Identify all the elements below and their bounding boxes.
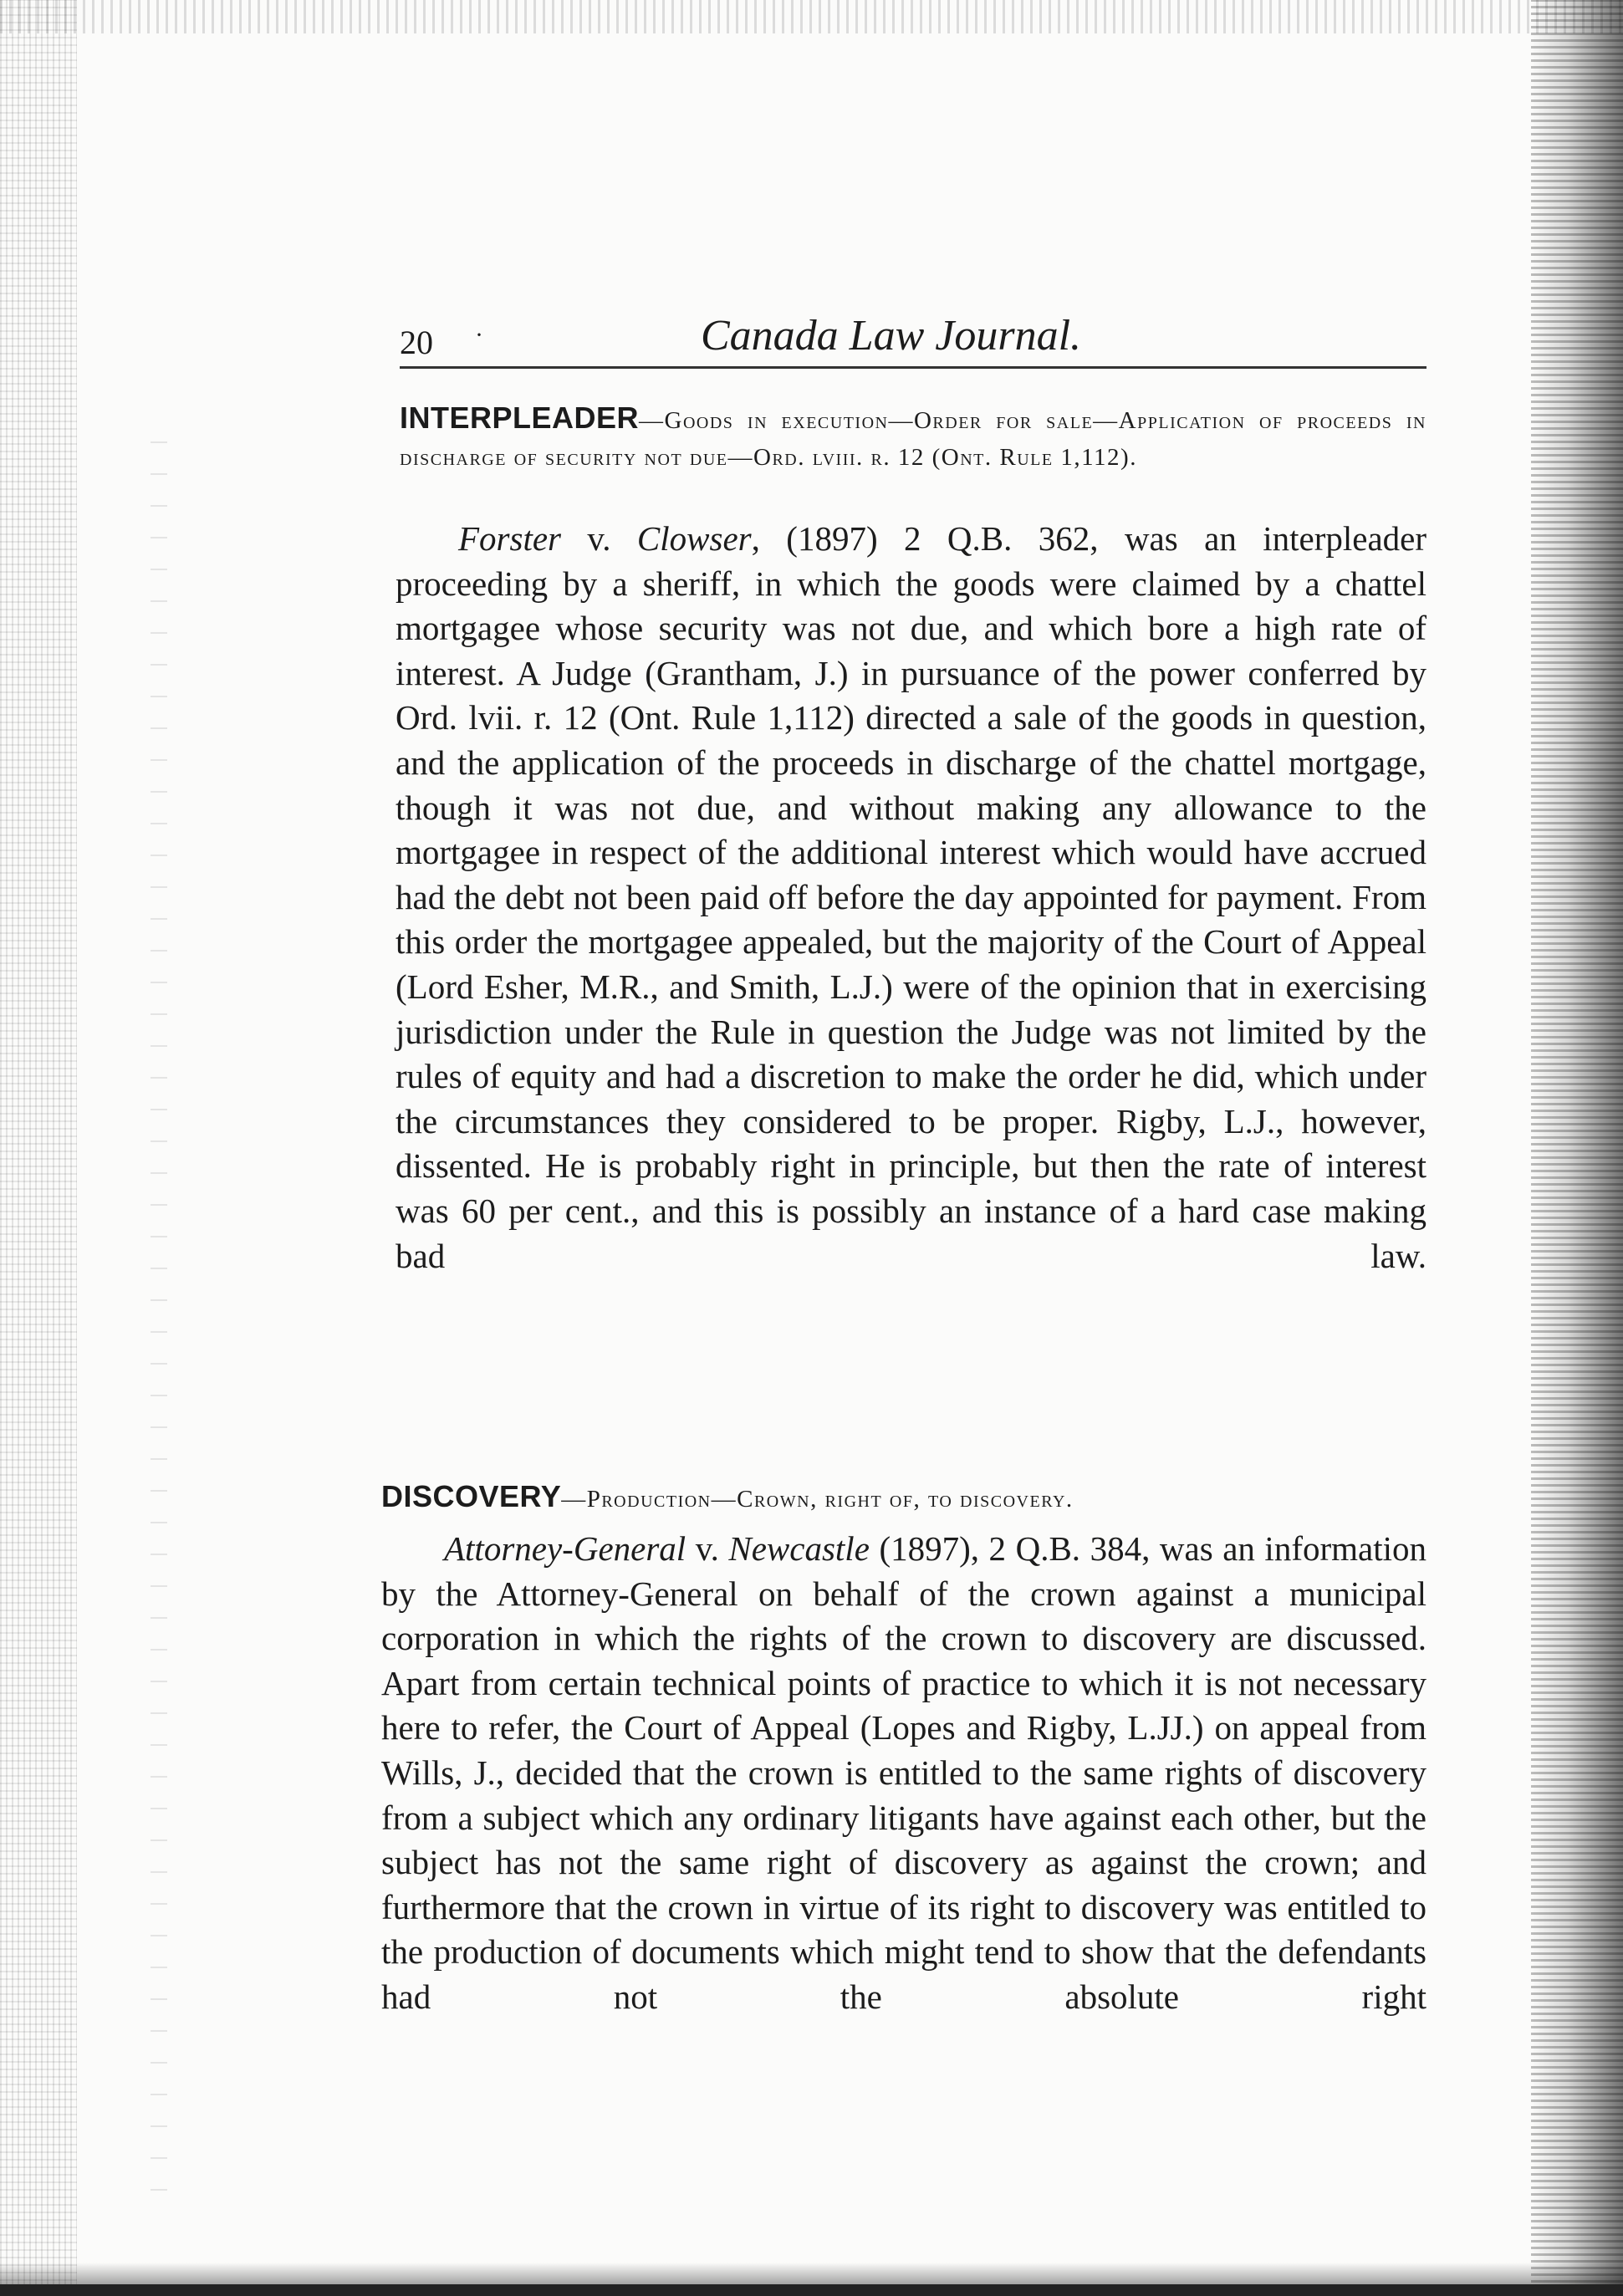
case-connector: v.: [561, 519, 637, 558]
paragraph-interpleader: [396, 517, 1427, 1413]
case-name-defendant: Clowser: [636, 519, 752, 558]
scan-edge-top: [0, 0, 1623, 33]
case-name: Forster: [458, 519, 561, 558]
scan-shadow-bottom: [0, 2263, 1623, 2284]
scan-noise: [151, 435, 167, 2191]
running-header: [400, 311, 1427, 361]
heading-keyword: INTERPLEADER: [400, 401, 640, 435]
paragraph-text: , (1897) 2 Q.B. 362, was an interpleader proceeding by a sheriff, in which the goods were claimed by a chattel mortgagee whose security was not due, and which bore a high rate of interest. A Judge (Grantham, J.) in pursuance of the power conferred by Ord. lvii. r. 12 (Ont. Rule 1,112) directed a sale of the goods in question, and the application of the proceeds in discharge of the chattel mortgage, though it was not due, and without making any allowance to the mortgagee in respect of the additional interest which would have accrued had the debt not been paid off before the day appointed for payment. From this order the mortgagee appealed, but the majority of the Court of Appeal (Lord Esher, M.R., and Smith, L.J.) were of the opinion that in exercising jurisdiction under the Rule in question the Judge was not limited by the rules of equity and had a discretion to make the order he did, which under the circumstances they considered to be proper. Rigby, L.J., however, dissented. He is probably right in principle, but then the rate of interest was 60 per cent., and this is possibly an instance of a hard case making bad law.: [396, 519, 1427, 1275]
heading-subtopics: —Goods in execution—Order for sale—Application of proceeds in discharge of security not due—Ord. lviii. r. 12 (Ont. Rule 1,112).: [400, 407, 1427, 471]
scan-edge-bottom: [0, 2284, 1623, 2296]
paragraph-text: (1897), 2 Q.B. 384, was an information by the Attorney-General on behalf of the crown against a municipal corporation in which the rights of the crown to discovery are discussed. Apart from certain technical points of practice to which it is not necessary here to refer, the Court of Appeal (Lopes and Rigby, L.JJ.) on appeal from Wills, J., decided that the crown is entitled to the same rights of discovery from a subject which any ordinary litigants have against each other, but the subject has not the same right of discovery as against the crown; and furthermore that the crown in virtue of its right to discovery was entitled to the production of documents which might tend to show that the defendants had not the absolute right: [381, 1529, 1427, 2016]
heading-keyword: DISCOVERY: [381, 1479, 562, 1513]
case-name-defendant: Newcastle: [728, 1529, 870, 1568]
paragraph-discovery: [381, 1527, 1427, 2221]
heading-subtopics: —Production—Crown, right of, to discovery.: [561, 1486, 1074, 1513]
header-rule: [400, 366, 1427, 369]
scan-edge-left: [0, 0, 77, 2296]
journal-title: Canada Law Journal.: [701, 312, 1082, 360]
header-separator: ·: [475, 321, 483, 349]
case-connector: v.: [686, 1529, 729, 1568]
page-number: 20: [400, 324, 433, 361]
section-heading-interpleader: [400, 400, 1427, 476]
section-heading-discovery: [381, 1478, 1427, 1518]
case-name: Attorney-General: [444, 1529, 686, 1568]
scan-edge-right: [1531, 0, 1623, 2296]
